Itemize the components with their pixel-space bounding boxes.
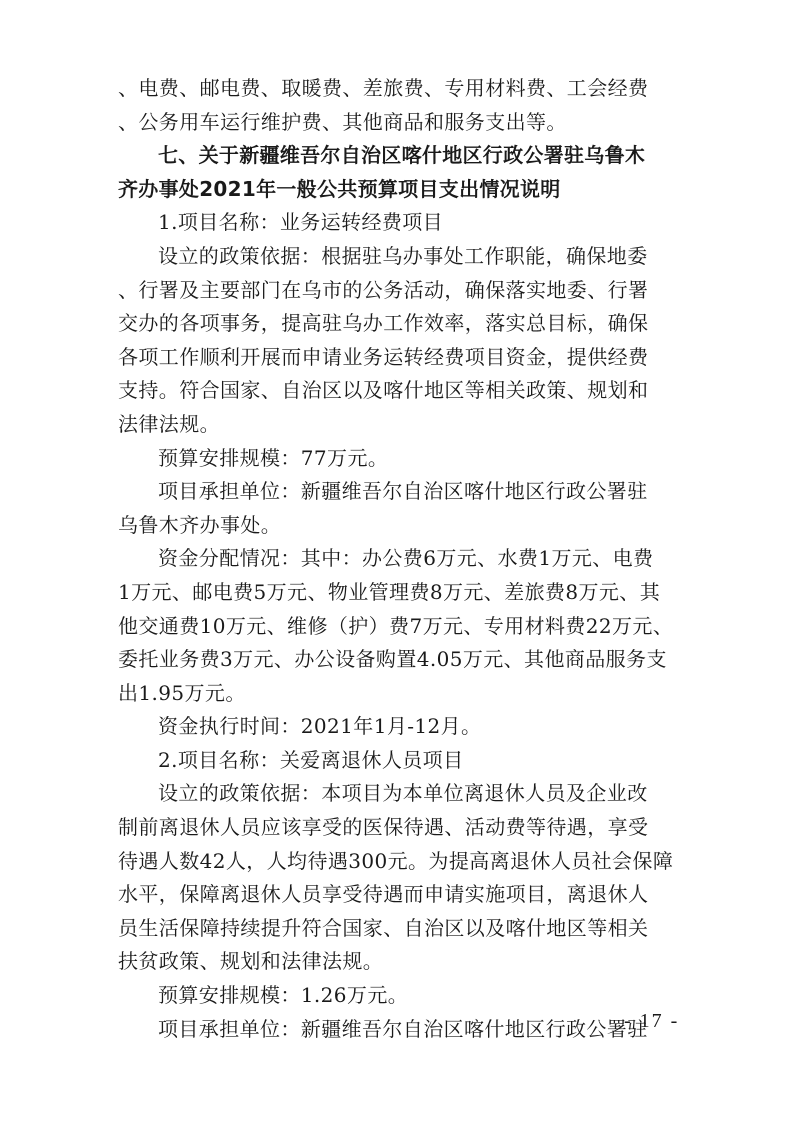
body-text-line: 出1.95万元。 bbox=[118, 680, 246, 705]
body-text-line: 委托业务费3万元、办公设备购置4.05万元、其他商品服务支 bbox=[118, 647, 667, 672]
body-text-line: 设立的政策依据：根据驻乌办事处工作职能，确保地委 bbox=[158, 243, 648, 268]
section-heading-continued: 齐办事处2021年一般公共预算项目支出情况说明 bbox=[118, 176, 561, 201]
page-number: - 17 - bbox=[624, 1010, 680, 1032]
body-text-line: 待遇人数42人，人均待遇300元。为提高离退休人员社会保障 bbox=[118, 848, 674, 873]
body-text-line: 扶贫政策、规划和法律法规。 bbox=[118, 949, 384, 974]
body-text-line: 交办的各项事务，提高驻乌办工作效率，落实总目标，确保 bbox=[118, 311, 649, 336]
project-title: 2.项目名称：关爱离退休人员项目 bbox=[158, 747, 464, 772]
body-text-line: 各项工作顺利开展而申请业务运转经费项目资金，提供经费 bbox=[118, 344, 649, 369]
body-text-line: 1万元、邮电费5万元、物业管理费8万元、差旅费8万元、其 bbox=[118, 579, 661, 604]
responsible-unit: 项目承担单位：新疆维吾尔自治区喀什地区行政公署驻 bbox=[158, 479, 648, 504]
body-text-line: 、行署及主要部门在乌市的公务活动，确保落实地委、行署 bbox=[118, 277, 649, 302]
body-text-line: 、电费、邮电费、取暖费、差旅费、专用材料费、工会经费 bbox=[118, 76, 649, 100]
body-text-line: 员生活保障持续提升符合国家、自治区以及喀什地区等相关 bbox=[118, 915, 649, 940]
body-text-line: 他交通费10万元、维修（护）费7万元、专用材料费22万元、 bbox=[118, 613, 674, 638]
fund-allocation: 资金分配情况：其中：办公费6万元、水费1万元、电费 bbox=[158, 546, 654, 571]
section-heading: 七、关于新疆维吾尔自治区喀什地区行政公署驻乌鲁木 bbox=[158, 143, 646, 168]
budget-scale: 预算安排规模：77万元。 bbox=[158, 445, 389, 470]
body-text-line: 支持。符合国家、自治区以及喀什地区等相关政策、规划和 bbox=[118, 378, 649, 403]
body-text-line: 设立的政策依据：本项目为本单位离退休人员及企业改 bbox=[158, 781, 648, 806]
body-text-line: 乌鲁木齐办事处。 bbox=[118, 512, 282, 537]
responsible-unit: 项目承担单位：新疆维吾尔自治区喀什地区行政公署驻 bbox=[158, 1016, 648, 1041]
body-text-line: 、公务用车运行维护费、其他商品和服务支出等。 bbox=[118, 109, 567, 134]
budget-scale: 预算安排规模：1.26万元。 bbox=[158, 983, 409, 1008]
body-text-line: 法律法规。 bbox=[118, 411, 220, 436]
document-body bbox=[118, 72, 678, 1046]
project-title: 1.项目名称：业务运转经费项目 bbox=[158, 210, 444, 235]
body-text-line: 制前离退休人员应该享受的医保待遇、活动费等待遇，享受 bbox=[118, 815, 649, 840]
execution-time: 资金执行时间：2021年1月-12月。 bbox=[158, 714, 482, 739]
body-text-line: 水平，保障离退休人员享受待遇而申请实施项目，离退休人 bbox=[118, 882, 649, 907]
